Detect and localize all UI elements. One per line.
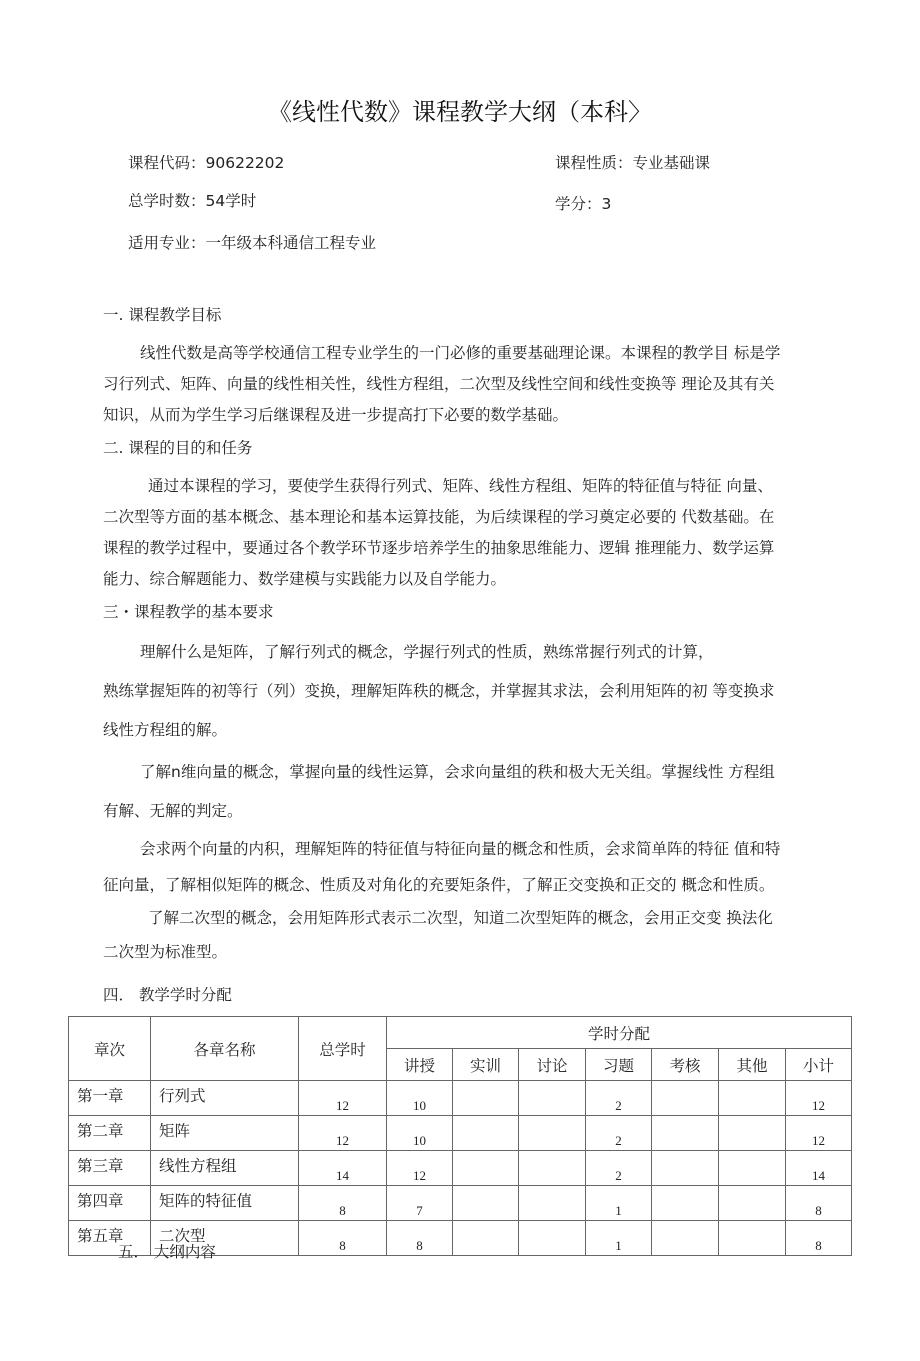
chapter-name-cell: 线性方程组 xyxy=(151,1151,299,1186)
header-name: 各章名称 xyxy=(151,1017,299,1081)
hours-cell: 14 xyxy=(786,1151,852,1186)
chapter-name-cell: 行列式 xyxy=(151,1081,299,1116)
hours-cell: 12 xyxy=(299,1081,387,1116)
hours-cell xyxy=(519,1221,586,1256)
hours-cell xyxy=(652,1186,719,1221)
hours-cell xyxy=(719,1221,786,1256)
para-line: 习行列式、矩阵、向量的线性相关性，线性方程组，二次型及线性空间和线性变换等 理论及其有关 xyxy=(103,375,775,393)
table-row xyxy=(69,1081,852,1116)
para-line: 二次型等方面的基本概念、基本理论和基本运算技能，为后续课程的学习奠定必要的 代数基础。在 xyxy=(103,508,775,526)
hours-cell: 8 xyxy=(299,1221,387,1256)
hours-cell xyxy=(719,1081,786,1116)
hours-cell: 12 xyxy=(786,1116,852,1151)
para-line: 了解n维向量的概念，掌握向量的线性运算，会求向量组的秩和极大无关组。掌握线性 方程组 xyxy=(140,763,775,781)
chapter-cell: 第五章 xyxy=(69,1221,151,1256)
document-title: 《线性代数》课程教学大纲（本科〉 xyxy=(268,98,652,126)
hours-cell: 8 xyxy=(786,1221,852,1256)
hours-cell xyxy=(719,1151,786,1186)
para-line: 熟练掌握矩阵的初等行（列）变换，理解矩阵秩的概念，并掌握其求法，会利用矩阵的初 等变换求 xyxy=(103,682,775,700)
hours-cell: 12 xyxy=(786,1081,852,1116)
major: 适用专业：一年级本科通信工程专业 xyxy=(128,234,377,252)
para-line: 知识，从而为学生学习后继课程及进一步提高打下必要的数学基础。 xyxy=(103,406,569,424)
para-line: 能力、综合解题能力、数学建模与实践能力以及自学能力。 xyxy=(103,570,507,588)
hours-cell xyxy=(453,1151,519,1186)
hours-cell: 2 xyxy=(586,1116,652,1151)
hours-cell xyxy=(519,1151,586,1186)
para-line: 了解二次型的概念，会用矩阵形式表示二次型，知道二次型矩阵的概念，会用正交变 换法化 xyxy=(148,909,773,927)
hours-cell xyxy=(719,1186,786,1221)
hours-cell: 1 xyxy=(586,1186,652,1221)
table-row xyxy=(69,1151,852,1186)
chapter-cell: 第一章 xyxy=(69,1081,151,1116)
para-line: 课程的教学过程中，要通过各个教学环节逐步培养学生的抽象思维能力、逻辑 推理能力、数学运算 xyxy=(103,539,775,557)
hours-cell: 12 xyxy=(299,1116,387,1151)
hours-cell: 12 xyxy=(387,1151,453,1186)
hours-cell: 10 xyxy=(387,1081,453,1116)
chapter-name-cell: 矩阵 xyxy=(151,1116,299,1151)
course-nature: 课程性质：专业基础课 xyxy=(555,154,711,172)
hours-cell xyxy=(652,1151,719,1186)
para-line: 征向量，了解相似矩阵的概念、性质及对角化的充要矩条件，了解正交变换和正交的 概念和性质。 xyxy=(103,876,775,894)
para-line: 理解什么是矩阵，了解行列式的概念，学握行列式的性质，熟练常握行列式的计算， xyxy=(140,643,714,661)
hours-cell: 8 xyxy=(786,1186,852,1221)
total-hours: 总学时数：54学时 xyxy=(128,192,257,210)
chapter-cell: 第二章 xyxy=(69,1116,151,1151)
hours-cell xyxy=(652,1221,719,1256)
hours-cell: 8 xyxy=(387,1221,453,1256)
para-line: 会求两个向量的内积，理解矩阵的特征值与特征向量的概念和性质，会求简单阵的特征 值和特 xyxy=(140,840,781,858)
header-chapter: 章次 xyxy=(69,1017,151,1081)
subheader-cell: 实训 xyxy=(453,1049,519,1081)
hours-cell xyxy=(519,1116,586,1151)
chapter-cell: 第四章 xyxy=(69,1186,151,1221)
subheader-cell: 习题 xyxy=(586,1049,652,1081)
hours-cell: 7 xyxy=(387,1186,453,1221)
hours-cell xyxy=(453,1081,519,1116)
chapter-cell: 第三章 xyxy=(69,1151,151,1186)
hours-cell: 1 xyxy=(586,1221,652,1256)
section-4-heading: 四． 教学学时分配 xyxy=(103,986,232,1004)
header-total: 总学时 xyxy=(299,1017,387,1081)
section-2-heading: 二. 课程的目的和任务 xyxy=(103,439,253,457)
hours-cell xyxy=(453,1221,519,1256)
chapter-name-cell: 二次型 xyxy=(151,1221,299,1256)
hours-cell xyxy=(519,1186,586,1221)
subheader-cell: 小计 xyxy=(786,1049,852,1081)
para-line: 通过本课程的学习，要使学生获得行列式、矩阵、线性方程组、矩阵的特征值与特征 向量、 xyxy=(148,477,773,495)
section-1-heading: 一. 课程教学目标 xyxy=(103,306,222,324)
para-line: 线性代数是高等学校通信工程专业学生的一门必修的重要基础理论课。本课程的教学目 标是学 xyxy=(140,344,781,362)
section-5-heading: 五． 大纲内容 xyxy=(118,1243,216,1261)
table-row xyxy=(69,1186,852,1221)
credit: 学分：3 xyxy=(555,195,612,213)
hours-cell xyxy=(519,1081,586,1116)
para-line: 线性方程组的解。 xyxy=(103,721,228,739)
section-3-heading: 三・课程教学的基本要求 xyxy=(103,603,274,621)
hours-cell: 2 xyxy=(586,1081,652,1116)
hours-cell: 2 xyxy=(586,1151,652,1186)
hours-cell: 10 xyxy=(387,1116,453,1151)
hours-table xyxy=(68,1016,852,1256)
para-line: 有解、无解的判定。 xyxy=(103,802,243,820)
hours-cell xyxy=(453,1186,519,1221)
hours-cell: 8 xyxy=(299,1186,387,1221)
course-code: 课程代码：90622202 xyxy=(128,154,285,172)
hours-cell xyxy=(652,1081,719,1116)
hours-cell xyxy=(719,1116,786,1151)
table-row xyxy=(69,1116,852,1151)
hours-cell: 14 xyxy=(299,1151,387,1186)
hours-cell xyxy=(652,1116,719,1151)
hours-cell xyxy=(453,1116,519,1151)
subheader-cell: 其他 xyxy=(719,1049,786,1081)
chapter-name-cell: 矩阵的特征值 xyxy=(151,1186,299,1221)
subheader-cell: 讨论 xyxy=(519,1049,586,1081)
subheader-cell: 讲授 xyxy=(387,1049,453,1081)
para-line: 二次型为标准型。 xyxy=(103,943,228,961)
subheader-cell: 考核 xyxy=(652,1049,719,1081)
header-distribution: 学时分配 xyxy=(387,1017,852,1049)
